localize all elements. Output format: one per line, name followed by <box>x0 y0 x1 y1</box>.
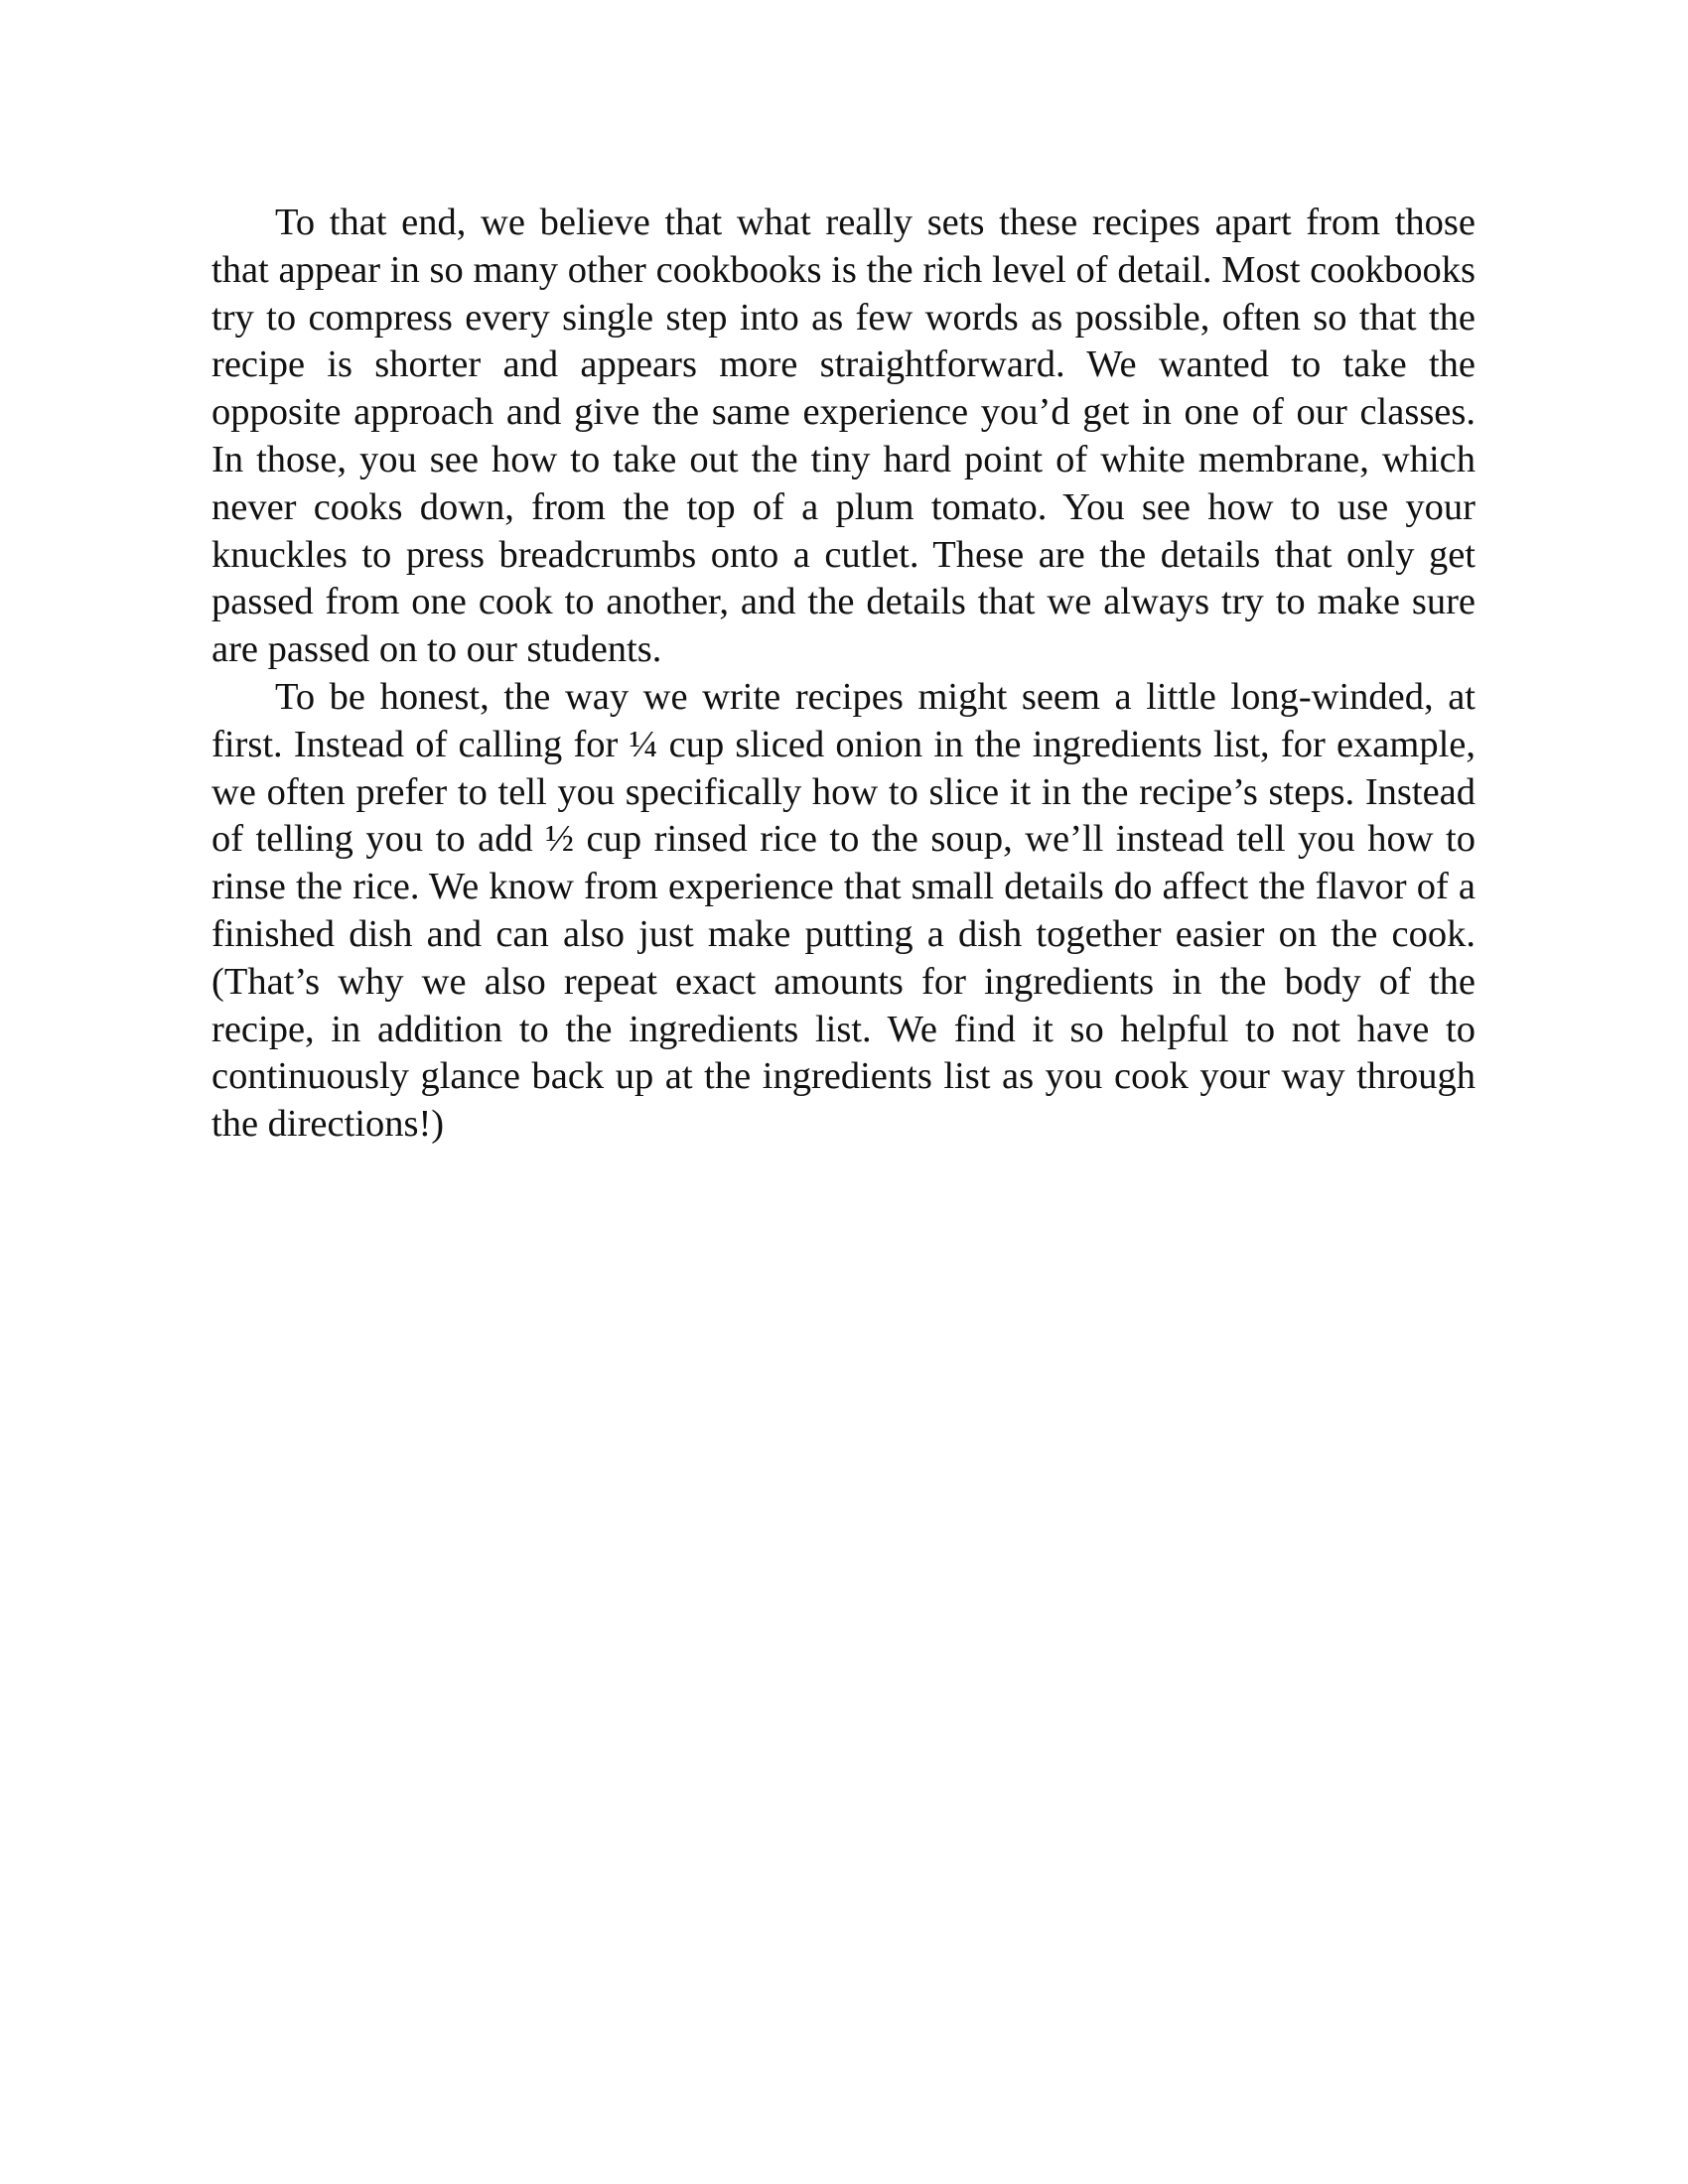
paragraph: To be honest, the way we write recipes might seem a little long-winded, at first. Instead of calling for ¼ cup sliced onion in the ingredients list, for example, we often prefer to tell you specifically how to slice it in the recipe’s steps. Instead of telling you to add ½ cup rinsed rice to the soup, we’ll instead tell you how to rinse the rice. We know from experience that small details do affect the flavor of a finished dish and can also just make putting a dish together easier on the cook. (That’s why we also repeat exact amounts for ingredients in the body of the recipe, in addition to the ingredients list. We find it so helpful to not have to continuously glance back up at the ingredients list as you cook your way through the directions!) <box>211 675 1476 1146</box>
paragraph: To that end, we believe that what really sets these recipes apart from those that appear in so many other cookbooks is the rich level of detail. Most cookbooks try to compress every single step into as few words as possible, often so that the recipe is shorter and appears more straightforward. We wanted to take the opposite approach and give the same experience you’d get in one of our classes. In those, you see how to take out the tiny hard point of white membrane, which never cooks down, from the top of a plum tomato. You see how to use your knuckles to press breadcrumbs onto a cutlet. These are the details that only get passed from one cook to another, and the details that we always try to make sure are passed on to our students. <box>211 202 1476 671</box>
body-text <box>211 200 1476 1149</box>
